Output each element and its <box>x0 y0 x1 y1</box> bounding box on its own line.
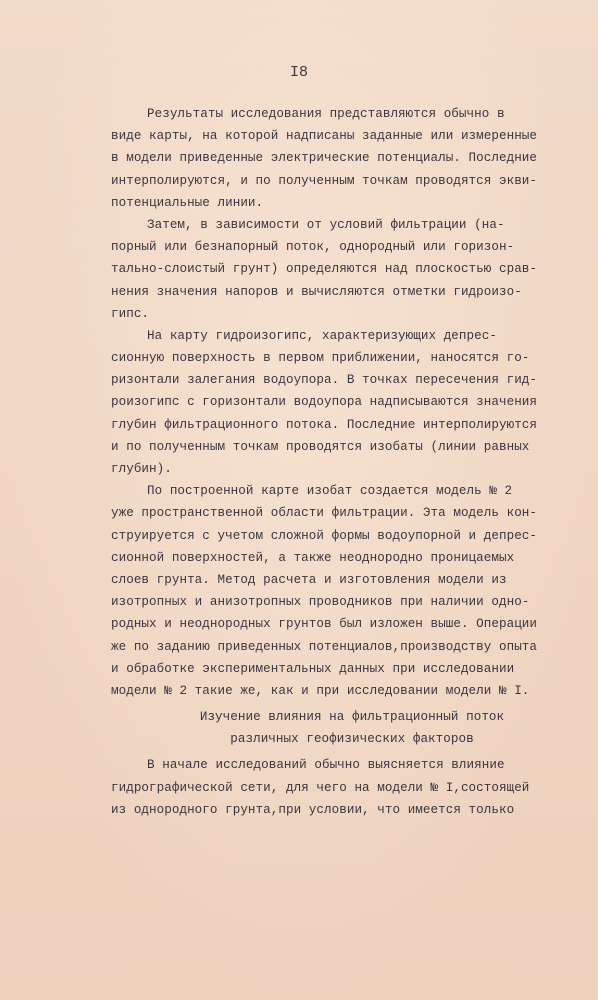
text-line: модели № 2 такие же, как и при исследовании модели № I. <box>111 683 530 698</box>
page-number: I8 <box>289 64 308 81</box>
paragraph-2 <box>111 214 573 325</box>
text-line: струируется с учетом сложной формы водоупорной и депрес- <box>111 528 538 543</box>
text-line: По построенной карте изобат создается модель № 2 <box>147 484 513 499</box>
text-line: интерполируются, и по полученным точкам проводятся экви- <box>111 173 538 188</box>
text-line: Результаты исследования представляются обычно в <box>147 107 505 121</box>
text-line: сионной поверхностей, а также неоднородно проницаемых <box>111 550 515 565</box>
text-line: виде карты, на которой надписаны заданные или измеренные <box>111 129 538 144</box>
text-line: тально-слоистый грунт) определяются над плоскостью срав- <box>111 262 538 277</box>
text-line: же по заданию приведенных потенциалов,производству опыта <box>111 639 538 654</box>
text-line: роизогипс с горизонтали водоупора надписываются значения <box>111 395 538 410</box>
document-body <box>111 103 573 821</box>
paragraph-5 <box>111 754 573 821</box>
text-line: нения значения напоров и вычисляются отметки гидроизо- <box>111 284 522 299</box>
text-line: ризонтали залегания водоупора. В точках пересечения гид- <box>111 373 538 388</box>
heading-line: Изучение влияния на фильтрационный поток <box>199 710 505 725</box>
heading-line: различных геофизических факторов <box>230 732 474 747</box>
text-line: и обработке экспериментальных данных при исследовании <box>111 661 515 676</box>
text-line: уже пространственной области фильтрации. Эта модель кон- <box>111 506 538 521</box>
text-line: глубин фильтрационного потока. Последние интерполируются <box>111 417 538 432</box>
text-line: и по полученным точкам проводятся изобаты (линии равных <box>111 439 530 454</box>
text-line: слоев грунта. Метод расчета и изготовления модели из <box>111 572 507 587</box>
text-line: На карту гидроизогипс, характеризующих депрес- <box>147 328 497 343</box>
paragraph-1 <box>111 103 573 214</box>
paragraph-4 <box>111 480 573 702</box>
text-line: родных и неоднородных грунтов был изложен выше. Операции <box>111 617 538 632</box>
text-line: гидрографической сети, для чего на модели № I,состоящей <box>111 780 530 795</box>
text-line: Затем, в зависимости от условий фильтрации (на- <box>147 217 505 232</box>
paragraph-3 <box>111 325 573 480</box>
text-line: гипс. <box>111 306 150 321</box>
text-line: В начале исследований обычно выясняется влияние <box>147 758 505 773</box>
text-line: изотропных и анизотропных проводников при наличии одно- <box>111 595 530 610</box>
text-line: порный или безнапорный поток, однородный или горизон- <box>111 240 515 255</box>
text-line: из однородного грунта,при условии, что имеется только <box>111 802 515 817</box>
text-line: в модели приведенные электрические потенциалы. Последние <box>111 151 538 166</box>
section-heading <box>111 706 573 750</box>
text-line: сионную поверхность в первом приближении, наносятся го- <box>111 351 530 366</box>
text-line: потенциальные линии. <box>111 195 264 210</box>
text-line: глубин). <box>111 462 172 476</box>
